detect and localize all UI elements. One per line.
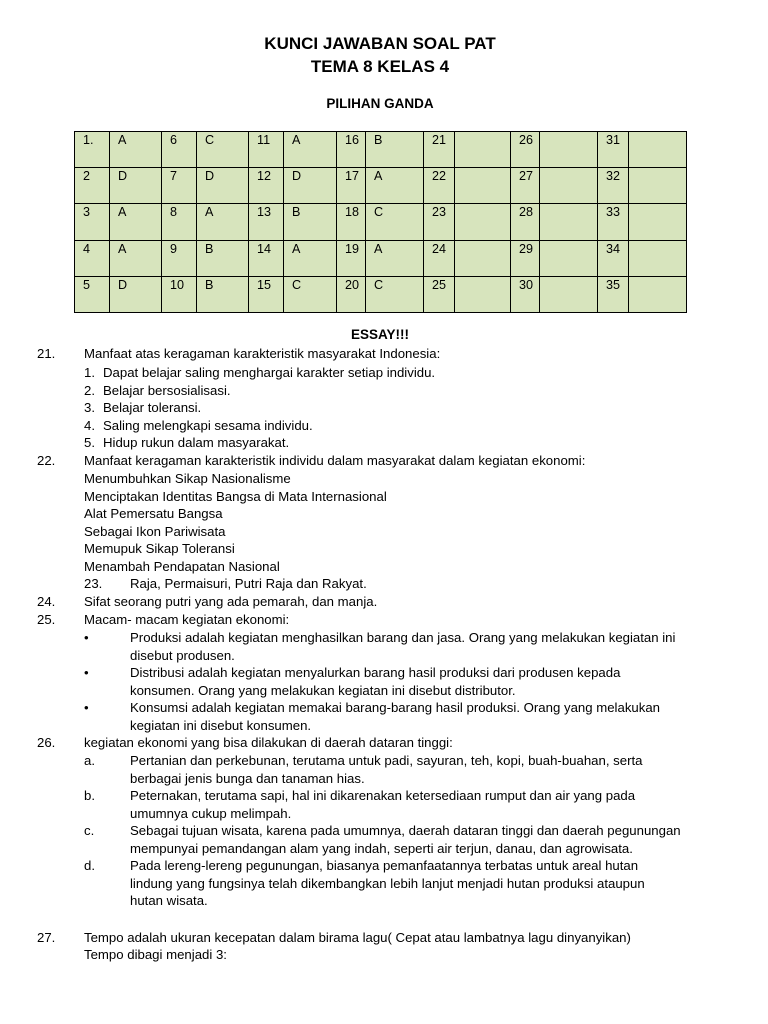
page-title: KUNCI JAWABAN SOAL PAT [264, 34, 496, 53]
q26-item-line2: lindung yang fungsinya telah dikembangkan lebih lanjut menjadi hutan produksi ataupun [130, 875, 645, 891]
answer-cell [455, 240, 511, 276]
answer-cell: B [284, 204, 337, 240]
answer-key-row [75, 240, 687, 276]
question-number-cell: 27 [511, 168, 540, 204]
q25-item-line2: disebut produsen. [130, 647, 235, 663]
answer-cell [540, 168, 598, 204]
q21-text: Manfaat atas keragaman karakteristik masyarakat Indonesia: [84, 346, 441, 361]
answer-cell [629, 168, 687, 204]
q23-number: 23. [84, 576, 103, 591]
question-number-cell: 28 [511, 204, 540, 240]
q25-bullet: • [84, 665, 89, 680]
q22-item: Sebagai Ikon Pariwisata [84, 523, 226, 539]
answer-cell: D [197, 168, 249, 204]
q25-number: 25. [37, 612, 56, 627]
q26-item-line1: Pada lereng-lereng pegunungan, biasanya pemanfaatannya terbatas untuk areal hutan [130, 858, 639, 873]
section-heading-essay: ESSAY!!! [350, 327, 409, 342]
question-number-cell: 20 [337, 276, 366, 312]
answer-cell [455, 204, 511, 240]
q21-number: 21. [37, 346, 56, 361]
q21-item-text: Dapat belajar saling menghargai karakter setiap individu. [103, 365, 436, 380]
answer-cell: A [366, 168, 424, 204]
answer-cell [629, 132, 687, 168]
answer-cell [629, 240, 687, 276]
q26-item-line1: Pertanian dan perkebunan, terutama untuk padi, sayuran, teh, kopi, buah-buahan, serta [130, 753, 643, 768]
answer-cell: A [197, 204, 249, 240]
question-number-cell: 3 [75, 204, 110, 240]
q26-item-letter: c. [84, 823, 95, 838]
answer-key-row [75, 204, 687, 240]
question-number-cell: 26 [511, 132, 540, 168]
question-number-cell: 6 [162, 132, 197, 168]
question-number-cell: 4 [75, 240, 110, 276]
answer-key-body [75, 132, 687, 313]
question-number-cell: 8 [162, 204, 197, 240]
q25-item-line2: kegiatan ini disebut konsumen. [130, 717, 312, 733]
q26-item-line2: umumnya cukup melimpah. [130, 805, 292, 821]
question-number-cell: 24 [424, 240, 455, 276]
question-number-cell: 23 [424, 204, 455, 240]
section-heading-multiple-choice: PILIHAN GANDA [326, 96, 434, 111]
answer-cell [455, 276, 511, 312]
answer-cell [540, 132, 598, 168]
q23-text: Raja, Permaisuri, Putri Raja dan Rakyat. [130, 576, 367, 591]
q21-item-text: Belajar bersosialisasi. [103, 382, 231, 398]
answer-cell: D [110, 168, 162, 204]
answer-cell: C [197, 132, 249, 168]
question-number-cell: 5 [75, 276, 110, 312]
question-number-cell: 25 [424, 276, 455, 312]
answer-cell: A [366, 240, 424, 276]
question-number-cell: 35 [598, 276, 629, 312]
question-number-cell: 13 [249, 204, 284, 240]
answer-key-row [75, 132, 687, 168]
question-number-cell: 2 [75, 168, 110, 204]
question-number-cell: 11 [249, 132, 284, 168]
answer-cell: B [197, 240, 249, 276]
q21-item-number: 2. [84, 382, 95, 398]
answer-cell: A [284, 132, 337, 168]
answer-key-table [74, 131, 687, 313]
answer-cell: B [366, 132, 424, 168]
question-number-cell: 7 [162, 168, 197, 204]
question-number-cell: 10 [162, 276, 197, 312]
answer-cell [540, 276, 598, 312]
answer-cell [455, 132, 511, 168]
q25-item-line1: Distribusi adalah kegiatan menyalurkan barang hasil produksi dari produsen kepada [130, 665, 621, 680]
q26-item-line3: hutan wisata. [130, 893, 208, 909]
q26-item-letter: d. [84, 858, 95, 873]
question-number-cell: 33 [598, 204, 629, 240]
question-number-cell: 22 [424, 168, 455, 204]
answer-cell: A [284, 240, 337, 276]
answer-cell [629, 276, 687, 312]
q27-text-2: Tempo dibagi menjadi 3: [84, 947, 227, 962]
q21-item-number: 3. [84, 400, 95, 416]
page-subtitle: TEMA 8 KELAS 4 [310, 57, 450, 76]
question-number-cell: 30 [511, 276, 540, 312]
question-number-cell: 32 [598, 168, 629, 204]
q22-item: Menambah Pendapatan Nasional [84, 559, 280, 574]
answer-cell: D [284, 168, 337, 204]
question-number-cell: 21 [424, 132, 455, 168]
question-number-cell: 14 [249, 240, 284, 276]
q22-item: Alat Pemersatu Bangsa [84, 506, 223, 522]
answer-key-row [75, 168, 687, 204]
q21-item-number: 4. [84, 417, 95, 433]
question-number-cell: 34 [598, 240, 629, 276]
question-number-cell: 15 [249, 276, 284, 312]
q22-number: 22. [37, 453, 56, 468]
answer-cell: D [110, 276, 162, 312]
question-number-cell: 17 [337, 168, 366, 204]
answer-cell: A [110, 132, 162, 168]
question-number-cell: 16 [337, 132, 366, 168]
answer-cell: C [366, 276, 424, 312]
question-number-cell: 31 [598, 132, 629, 168]
q22-item: Menciptakan Identitas Bangsa di Mata Internasional [84, 488, 387, 504]
q26-number: 26. [37, 735, 56, 750]
question-number-cell: 12 [249, 168, 284, 204]
answer-cell: B [197, 276, 249, 312]
answer-cell [540, 204, 598, 240]
q24-text: Sifat seorang putri yang ada pemarah, dan manja. [84, 594, 378, 609]
q21-item-text: Saling melengkapi sesama individu. [103, 417, 313, 433]
q22-text: Manfaat keragaman karakteristik individu dalam masyarakat dalam kegiatan ekonomi: [84, 453, 586, 468]
q25-text: Macam- macam kegiatan ekonomi: [84, 612, 290, 627]
q26-item-line1: Peternakan, terutama sapi, hal ini dikarenakan ketersediaan rumput dan air yang pada [130, 788, 636, 803]
q26-item-line2: mempunyai pemandangan alam yang indah, seperti air terjun, danau, dan agrowisata. [130, 840, 633, 856]
q25-item-line1: Produksi adalah kegiatan menghasilkan barang dan jasa. Orang yang melakukan kegiatan ini [130, 630, 676, 645]
question-number-cell: 1. [75, 132, 110, 168]
q21-item-text: Belajar toleransi. [103, 400, 202, 416]
question-number-cell: 29 [511, 240, 540, 276]
q26-item-line2: berbagai jenis bunga dan tanaman hias. [130, 770, 365, 786]
q26-item-letter: a. [84, 753, 95, 768]
question-number-cell: 19 [337, 240, 366, 276]
q27-number: 27. [37, 930, 56, 945]
answer-cell [455, 168, 511, 204]
q26-text: kegiatan ekonomi yang bisa dilakukan di daerah dataran tinggi: [84, 735, 453, 750]
answer-cell: C [366, 204, 424, 240]
answer-cell: C [284, 276, 337, 312]
question-number-cell: 18 [337, 204, 366, 240]
q21-item-number: 1. [84, 365, 95, 380]
q22-item: Menumbuhkan Sikap Nasionalisme [84, 471, 291, 486]
q27-text: Tempo adalah ukuran kecepatan dalam birama lagu( Cepat atau lambatnya lagu dinyanyikan) [84, 930, 631, 945]
q25-item-line1: Konsumsi adalah kegiatan memakai barang-barang hasil produksi. Orang yang melakukan [130, 700, 661, 715]
answer-cell: A [110, 240, 162, 276]
q25-item-line2: konsumen. Orang yang melakukan kegiatan ini disebut distributor. [130, 682, 516, 698]
q21-item-number: 5. [84, 435, 95, 451]
answer-cell [540, 240, 598, 276]
answer-cell: A [110, 204, 162, 240]
q26-item-line1: Sebagai tujuan wisata, karena pada umumnya, daerah dataran tinggi dan daerah pegunungan [130, 823, 681, 838]
q25-bullet: • [84, 630, 89, 645]
q21-item-text: Hidup rukun dalam masyarakat. [103, 435, 290, 451]
q26-item-letter: b. [84, 788, 95, 803]
q22-item: Memupuk Sikap Toleransi [84, 541, 235, 557]
question-number-cell: 9 [162, 240, 197, 276]
q24-number: 24. [37, 594, 56, 609]
answer-key-row [75, 276, 687, 312]
q25-bullet: • [84, 700, 89, 715]
answer-cell [629, 204, 687, 240]
